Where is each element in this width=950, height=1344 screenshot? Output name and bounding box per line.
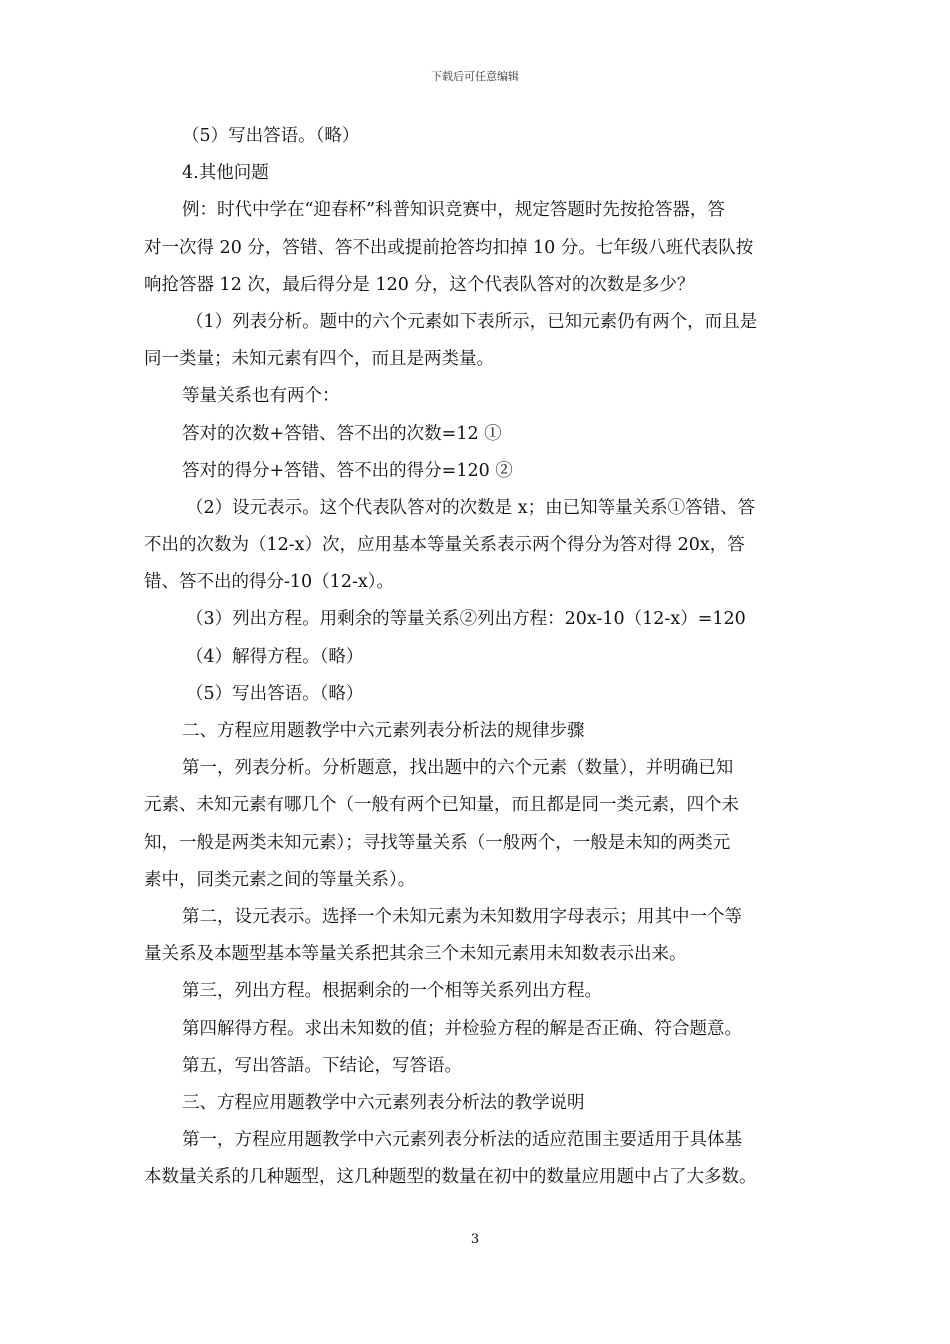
paragraph-line: 素中，同类元素之间的等量关系）。 bbox=[144, 869, 416, 890]
paragraph-line: 等量关系也有两个： bbox=[182, 386, 340, 407]
paragraph-line: 同一类量；未知元素有四个，而且是两类量。 bbox=[144, 349, 494, 370]
paragraph-line: （5）写出答语。（略） bbox=[182, 126, 360, 146]
section-heading: 二、方程应用题教学中六元素列表分析法的规律步骤 bbox=[182, 721, 585, 741]
document-body bbox=[144, 118, 812, 1196]
paragraph-line: 量关系及本题型基本等量关系把其余三个未知元素用未知数表示出来。 bbox=[144, 944, 687, 965]
section-heading: 4.其他问题 bbox=[182, 163, 269, 184]
paragraph-line: 第五，写出答語。下结论，写答语。 bbox=[182, 1055, 462, 1076]
paragraph-line: 第三，列出方程。根据剩余的一个相等关系列出方程。 bbox=[182, 981, 602, 1002]
paragraph-line: 不出的次数为（12-x）次，应用基本等量关系表示两个得分为答对得 20x，答 bbox=[144, 535, 745, 556]
paragraph-line: （3）列出方程。用剩余的等量关系②列出方程：20x-10（12-x）=120 bbox=[186, 609, 746, 630]
paragraph-line: 错、答不出的得分-10（12-x）。 bbox=[144, 572, 394, 593]
paragraph-line: 第一，列表分析。分析题意，找出题中的六个元素（数量），并明确已知 bbox=[182, 758, 734, 779]
paragraph-line: 对一次得 20 分，答错、答不出或提前抢答均扣掉 10 分。七年级八班代表队按 bbox=[144, 237, 754, 258]
paragraph-line: 第一，方程应用题教学中六元素列表分析法的适应范围主要适用于具体基 bbox=[182, 1130, 742, 1151]
section-heading: 三、方程应用题教学中六元素列表分析法的教学说明 bbox=[182, 1092, 585, 1113]
paragraph-line: （4）解得方程。（略） bbox=[186, 646, 364, 667]
page-header: 下载后可任意编辑 bbox=[431, 70, 519, 83]
paragraph-line: 本数量关系的几种题型，这几种题型的数量在初中的数量应用题中占了大多数。 bbox=[144, 1167, 757, 1188]
equation-line: 答对的次数+答错、答不出的次数=12 ① bbox=[182, 423, 502, 444]
equation-line: 答对的得分+答错、答不出的得分=120 ② bbox=[182, 460, 513, 481]
paragraph-line: 元素、未知元素有哪几个（一般有两个已知量，而且都是同一类元素，四个未 bbox=[144, 795, 739, 816]
page-number: 3 bbox=[470, 1232, 480, 1247]
paragraph-line: 知，一般是两类未知元素）；寻找等量关系（一般两个，一般是未知的两类元 bbox=[144, 832, 731, 853]
paragraph-line: （5）写出答语。（略） bbox=[186, 683, 364, 704]
paragraph-line: 响抢答器 12 次，最后得分是 120 分，这个代表队答对的次数是多少？ bbox=[144, 274, 695, 295]
paragraph-line: 第四解得方程。求出未知数的值；并检验方程的解是否正确、符合题意。 bbox=[182, 1018, 742, 1039]
paragraph-line: 第二，设元表示。选择一个未知元素为未知数用字母表示；用其中一个等 bbox=[182, 906, 742, 927]
paragraph-line: （1）列表分析。题中的六个元素如下表所示，已知元素仍有两个，而且是 bbox=[186, 311, 758, 332]
paragraph-line: （2）设元表示。这个代表队答对的次数是 x；由已知等量关系①答错、答 bbox=[186, 497, 756, 518]
paragraph-line: 例：时代中学在“迎春杯”科普知识竞赛中，规定答题时先按抢答器，答 bbox=[182, 200, 725, 221]
